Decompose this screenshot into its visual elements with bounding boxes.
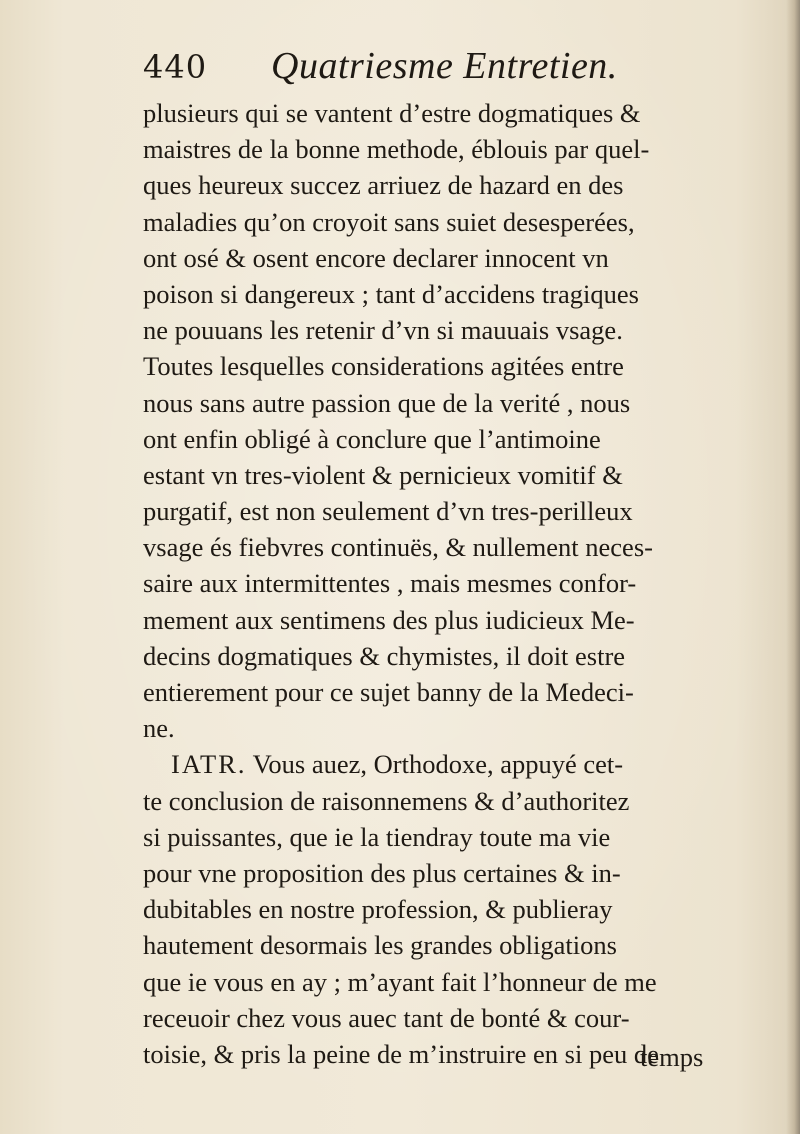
text-line: plusieurs qui se vantent d’estre dogmatiques &	[143, 98, 641, 128]
text-line: receuoir chez vous auec tant de bonté & cour-	[143, 1002, 630, 1033]
text-line: Toutes lesquelles considerations agitées entre	[143, 351, 624, 382]
text-line: vsage és fiebvres continuës, & nullement neces-	[143, 532, 653, 563]
dialogue-text: Vous auez, Orthodoxe, appuyé cet-	[252, 749, 624, 780]
text-line: mement aux sentimens des plus iudicieux Me-	[143, 604, 635, 635]
text-line: maistres de la bonne methode, éblouis par quel-	[143, 134, 650, 165]
page-edge-shadow	[786, 0, 800, 1134]
text-line: te conclusion de raisonnemens & d’authoritez	[143, 785, 630, 816]
body-text	[143, 95, 743, 1072]
text-line: ont enfin obligé à conclure que l’antimoine	[143, 423, 601, 454]
text-line: purgatif, est non seulement d’vn tres-perilleux	[143, 496, 633, 527]
text-line: si puissantes, que ie la tiendray toute ma vie	[143, 821, 611, 852]
text-line: poison si dangereux ; tant d’accidens tragiques	[143, 278, 639, 309]
text-line: dubitables en nostre profession, & publieray	[143, 894, 613, 925]
catchword: temps	[640, 1042, 704, 1072]
text-line: ne.	[143, 713, 175, 744]
text-line: decins dogmatiques & chymistes, il doit estre	[143, 640, 626, 671]
text-line: entierement pour ce sujet banny de la Medeci-	[143, 677, 634, 707]
text-line: ques heureux succez arriuez de hazard en des	[143, 170, 624, 201]
page-number: 440	[143, 48, 208, 86]
text-line: hautement desormais les grandes obligations	[143, 930, 617, 961]
text-line: toisie, & pris la peine de m’instruire en si peu de	[143, 1038, 659, 1069]
text-line: ne pouuans les retenir d’vn si mauuais vsage.	[143, 315, 623, 346]
speaker-name: IATR.	[171, 749, 247, 780]
dialogue-line	[143, 746, 743, 782]
text-line: nous sans autre passion que de la verité , nous	[143, 387, 631, 418]
text-line: ont osé & osent encore declarer innocent vn	[143, 242, 609, 273]
text-line: que ie vous en ay ; m’ayant fait l’honneur de me	[143, 966, 657, 997]
text-line: saire aux intermittentes , mais mesmes confor-	[143, 568, 637, 599]
running-title: Quatriesme Entretien.	[271, 45, 618, 87]
text-line: maladies qu’on croyoit sans suiet desesperées,	[143, 206, 635, 237]
text-line: estant vn tres-violent & pernicieux vomitif &	[143, 459, 623, 490]
text-line: pour vne proposition des plus certaines & in-	[143, 857, 621, 888]
page-header	[143, 40, 663, 90]
